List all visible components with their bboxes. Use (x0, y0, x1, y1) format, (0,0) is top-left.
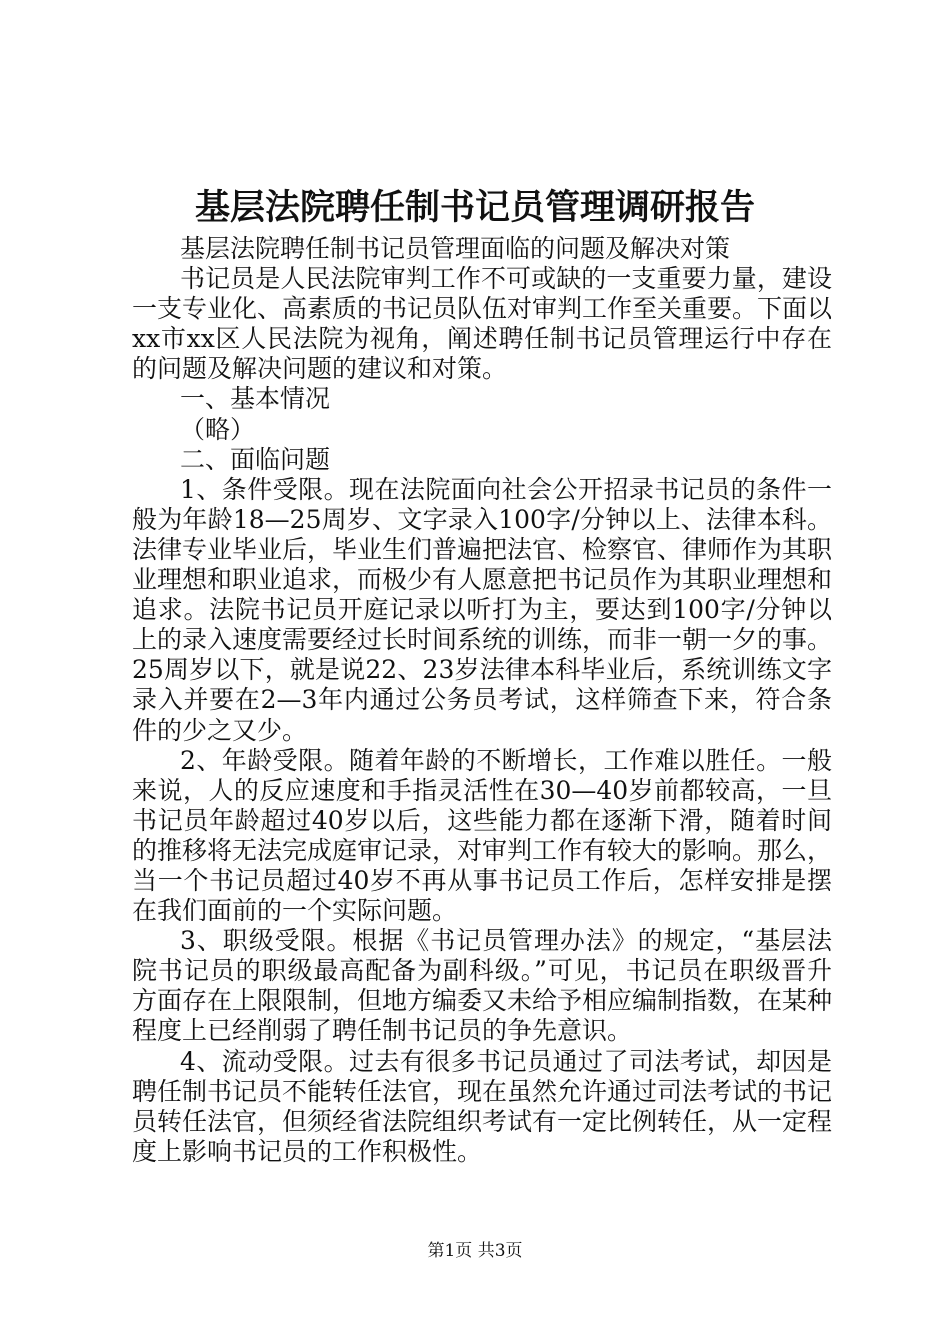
paragraph-problem-2: 2、年龄受限。随着年龄的不断增长，工作难以胜任。一般来说，人的反应速度和手指灵活性在30—40岁前都较高，一旦书记员年龄超过40岁以后，这些能力都在逐渐下滑，随着时间的推移将无法完成庭审记录，对审判工作有较大的影响。那么，当一个书记员超过40岁不再从事书记员工作后，怎样安排是摆在我们面前的一个实际问题。 (132, 745, 833, 926)
document-title: 基层法院聘任制书记员管理调研报告 (194, 187, 755, 228)
document-body (132, 234, 832, 1167)
paragraph-problem-1: 1、条件受限。现在法院面向社会公开招录书记员的条件一般为年龄18—25周岁、文字录入100字/分钟以上、法律本科。法律专业毕业后，毕业生们普遍把法官、检察官、律师作为其职业理想和职业追求，而极少有人愿意把书记员作为其职业理想和追求。法院书记员开庭记录以听打为主，要达到100字/分钟以上的录入速度需要经过长时间系统的训练，而非一朝一夕的事。25周岁以下，就是说22、23岁法律本科毕业后，系统训练文字录入并要在2—3年内通过公务员考试，这样筛查下来，符合条件的少之又少。 (132, 474, 833, 745)
paragraph-subtitle: 基层法院聘任制书记员管理面临的问题及解决对策 (180, 234, 731, 263)
paragraph-problem-3: 3、职级受限。根据《书记员管理办法》的规定，“基层法院书记员的职级最高配备为副科级。”可见，书记员在职级晋升方面存在上限限制，但地方编委又未给予相应编制指数，在某种程度上已经削弱了聘任制书记员的争先意识。 (132, 926, 833, 1046)
paragraph-omitted: （略） (180, 414, 256, 444)
section-heading-problems: 二、面临问题 (180, 444, 331, 474)
section-heading-basic-situation: 一、基本情况 (180, 384, 331, 414)
paragraph-problem-4: 4、流动受限。过去有很多书记员通过了司法考试，却因是聘任制书记员不能转任法官，现在虽然允许通过司法考试的书记员转任法官，但须经省法院组织考试有一定比例转任，从一定程度上影响书记员的工作积极性。 (132, 1046, 833, 1166)
paragraph-intro: 书记员是人民法院审判工作不可或缺的一支重要力量，建设一支专业化、高素质的书记员队伍对审判工作至关重要。下面以xx市xx区人民法院为视角，阐述聘任制书记员管理运行中存在的问题及解决问题的建议和对策。 (132, 264, 833, 384)
page-footer: 第1页 共3页 (427, 1241, 523, 1261)
